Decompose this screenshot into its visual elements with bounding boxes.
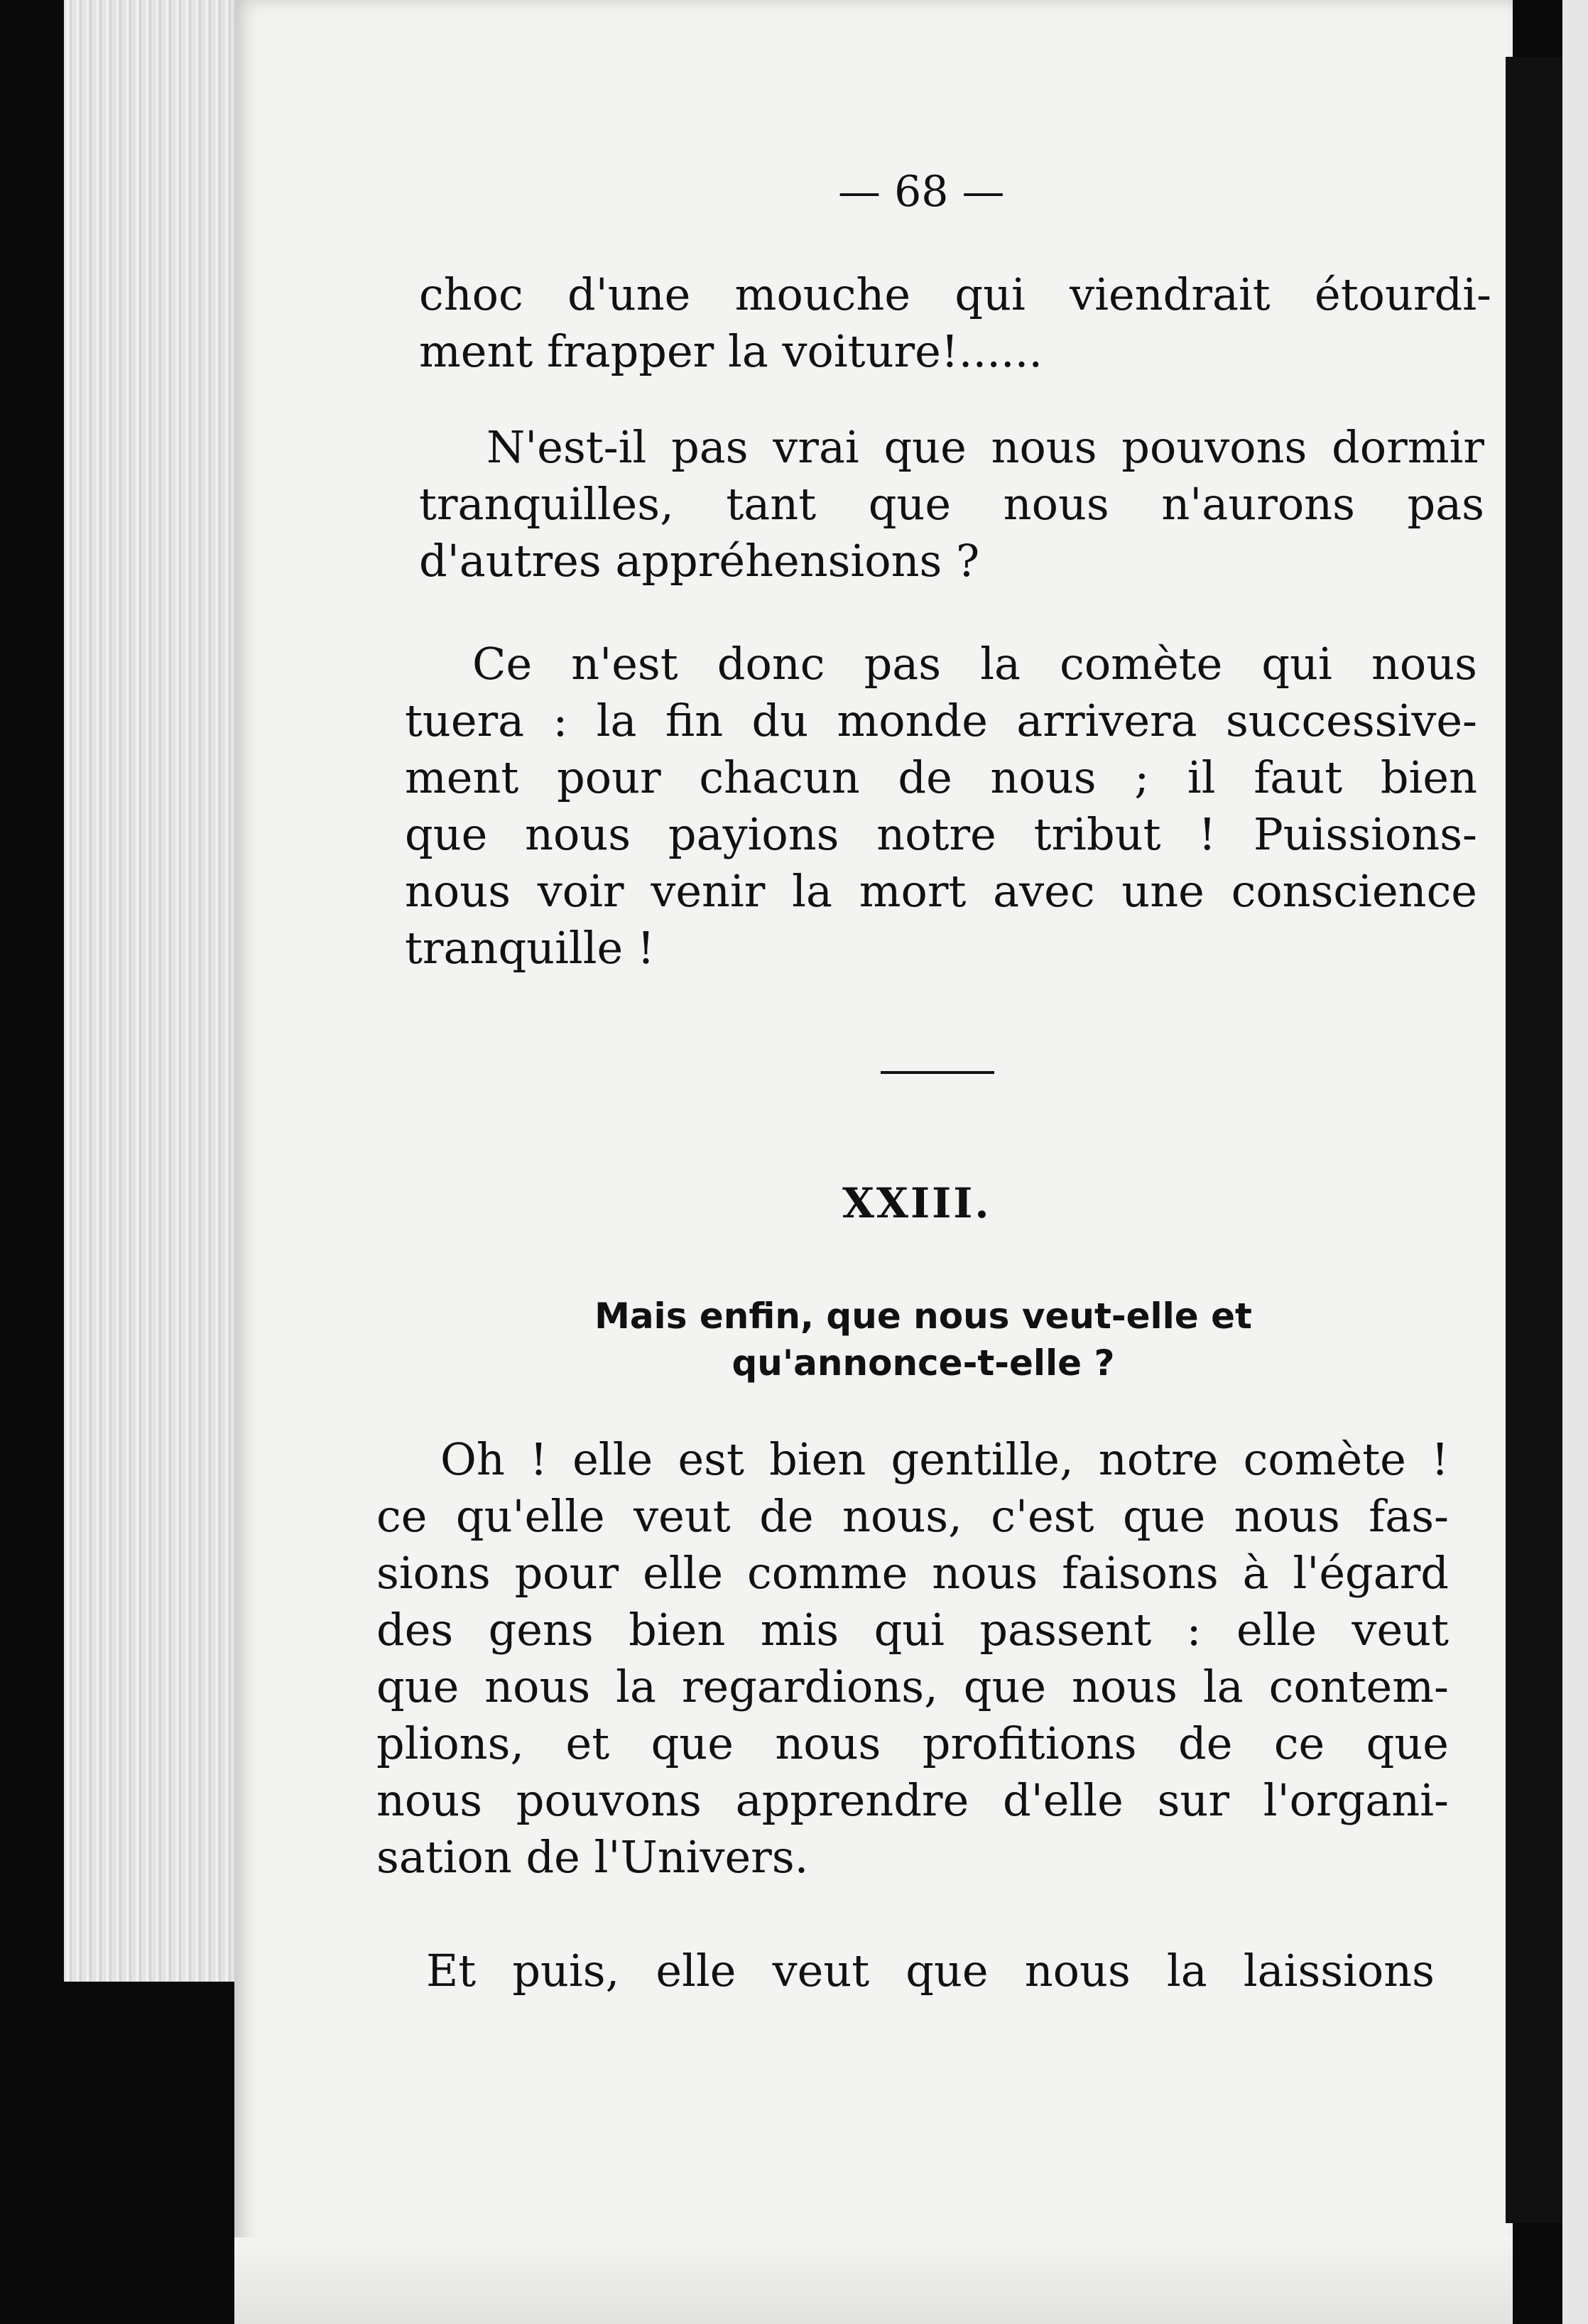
text-line: ce qu'elle veut de nous, c'est que nous fas- (376, 1490, 1449, 1542)
text-line: sions pour elle comme nous faisons à l'égard (376, 1547, 1449, 1599)
text-line: d'autres appréhensions ? (419, 535, 980, 587)
text-line: N'est-il pas vrai que nous pouvons dormir (486, 421, 1484, 473)
text-line: Oh ! elle est bien gentille, notre comète ! (440, 1433, 1449, 1485)
page-bottom-margin (234, 2237, 1513, 2324)
text-line: des gens bien mis qui passent : elle veut (376, 1604, 1449, 1656)
section-divider (881, 1071, 994, 1074)
text-line: Ce n'est donc pas la comète qui nous (472, 638, 1477, 690)
chapter-title-line: Mais enfin, que nous veut-elle et (594, 1296, 1252, 1337)
text-line: sation de l'Univers. (376, 1831, 809, 1883)
text-line: que nous payions notre tribut ! Puissions- (405, 808, 1477, 860)
text-line: tranquilles, tant que nous n'aurons pas (419, 478, 1484, 530)
book-page-edges (64, 0, 251, 1982)
paragraph-4 (376, 1431, 1449, 1886)
paragraph-2 (419, 419, 1484, 590)
text-line: plions, et que nous profitions de ce que (376, 1717, 1449, 1769)
text-line: ment frapper la voiture!...... (419, 325, 1043, 377)
text-line: tuera : la fin du monde arrivera successive- (405, 695, 1477, 746)
paragraph-1 (419, 266, 1491, 380)
text-line: nous voir venir la mort avec une conscience (405, 865, 1477, 917)
chapter-number: XXIII. (842, 1179, 991, 1227)
paragraph-5 (426, 1943, 1435, 1999)
text-line: ment pour chacun de nous ; il faut bien (405, 751, 1477, 803)
paragraph-3 (405, 636, 1477, 977)
text-line: nous pouvons apprendre d'elle sur l'organi- (376, 1774, 1449, 1826)
chapter-title-line: qu'annonce-t-elle ? (732, 1342, 1115, 1384)
binding-shadow (1506, 57, 1562, 2223)
text-line: que nous la regardions, que nous la contem- (376, 1661, 1449, 1712)
text-line: Et puis, elle veut que nous la laissions (426, 1945, 1435, 1997)
text-line: choc d'une mouche qui viendrait étourdi- (419, 268, 1491, 320)
page-number: — 68 — (838, 167, 1005, 217)
text-line: tranquille ! (405, 922, 655, 974)
chapter-title (497, 1293, 1349, 1386)
facing-page-edge (1562, 0, 1588, 2324)
